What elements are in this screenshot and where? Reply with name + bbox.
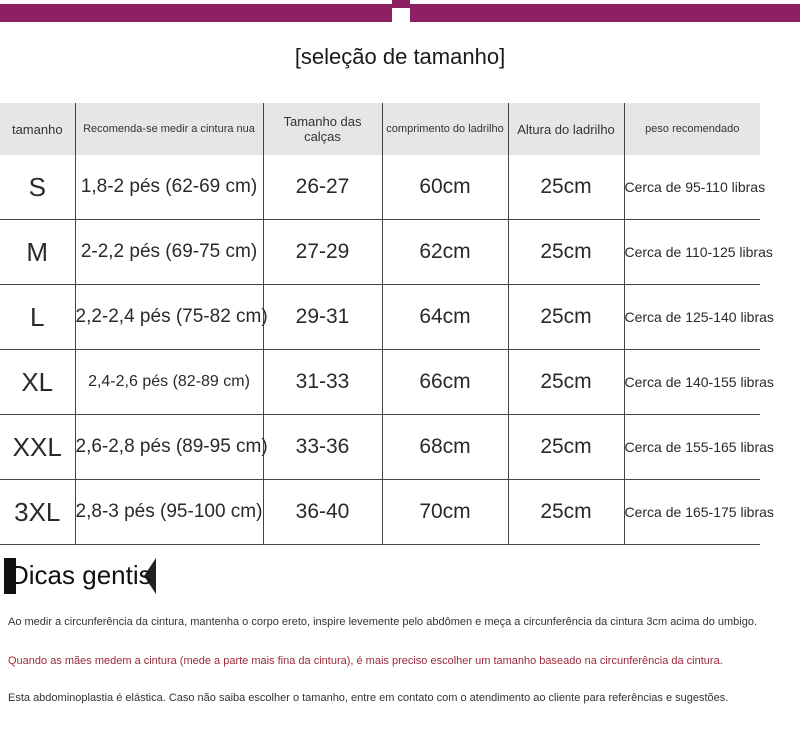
pants-cell: 33-36 — [263, 415, 382, 480]
weight-cell: Cerca de 125-140 libras — [624, 285, 760, 350]
weight-cell: Cerca de 140-155 libras — [624, 350, 760, 415]
weight-cell: Cerca de 95-110 libras — [624, 155, 760, 220]
table-row — [0, 220, 760, 285]
header-pants: Tamanho das calças — [263, 103, 382, 155]
pants-cell: 36-40 — [263, 480, 382, 545]
waist-cell: 2,8-3 pés (95-100 cm) — [75, 480, 263, 545]
tips-heading — [4, 556, 154, 596]
accent-bar-left — [0, 4, 392, 22]
pants-cell: 26-27 — [263, 155, 382, 220]
waist-cell: 1,8-2 pés (62-69 cm) — [75, 155, 263, 220]
table-row — [0, 155, 760, 220]
length-cell: 68cm — [382, 415, 508, 480]
height-cell: 25cm — [508, 480, 624, 545]
table-header-row — [0, 103, 760, 155]
accent-bar-right — [410, 4, 800, 22]
table-row — [0, 415, 760, 480]
pants-cell: 31-33 — [263, 350, 382, 415]
header-length: comprimento do ladrilho — [382, 103, 508, 155]
pants-cell: 29-31 — [263, 285, 382, 350]
height-cell: 25cm — [508, 350, 624, 415]
header-weight: peso recomendado — [624, 103, 760, 155]
height-cell: 25cm — [508, 220, 624, 285]
waist-cell: 2,6-2,8 pés (89-95 cm) — [75, 415, 263, 480]
length-cell: 70cm — [382, 480, 508, 545]
weight-cell: Cerca de 155-165 libras — [624, 415, 760, 480]
weight-cell: Cerca de 110-125 libras — [624, 220, 760, 285]
length-cell: 62cm — [382, 220, 508, 285]
accent-bar-stem — [392, 0, 410, 8]
size-cell: 3XL — [0, 480, 75, 545]
size-cell: XL — [0, 350, 75, 415]
size-cell: XXL — [0, 415, 75, 480]
header-height: Altura do ladrilho — [508, 103, 624, 155]
weight-cell: Cerca de 165-175 libras — [624, 480, 760, 545]
table-row — [0, 480, 760, 545]
tip-text: Esta abdominoplastia é elástica. Caso não saiba escolher o tamanho, entre em contato com o atendimento ao cliente para referências e sugestões. — [8, 692, 729, 704]
waist-cell: 2,2-2,4 pés (75-82 cm) — [75, 285, 263, 350]
height-cell: 25cm — [508, 415, 624, 480]
tips-title: Dicas gentis — [10, 560, 152, 590]
size-cell: M — [0, 220, 75, 285]
tip-text: Quando as mães medem a cintura (mede a parte mais fina da cintura), é mais preciso escolher um tamanho baseado na circunferência da cintura. — [8, 655, 723, 667]
header-size: tamanho — [0, 103, 75, 155]
waist-cell: 2-2,2 pés (69-75 cm) — [75, 220, 263, 285]
table-row — [0, 350, 760, 415]
pants-cell: 27-29 — [263, 220, 382, 285]
table-row — [0, 285, 760, 350]
length-cell: 60cm — [382, 155, 508, 220]
length-cell: 64cm — [382, 285, 508, 350]
tip-text: Ao medir a circunferência da cintura, mantenha o corpo ereto, inspire levemente pelo abdômen e meça a circunferência da cintura 3cm acima do umbigo. — [8, 616, 758, 628]
length-cell: 66cm — [382, 350, 508, 415]
header-waist: Recomenda-se medir a cintura nua — [75, 103, 263, 155]
page-title: [seleção de tamanho] — [294, 44, 506, 69]
height-cell: 25cm — [508, 155, 624, 220]
size-cell: L — [0, 285, 75, 350]
top-accent-bar — [0, 0, 800, 24]
height-cell: 25cm — [508, 285, 624, 350]
size-table — [0, 103, 774, 545]
waist-cell: 2,4-2,6 pés (82-89 cm) — [75, 350, 263, 415]
size-cell: S — [0, 155, 75, 220]
